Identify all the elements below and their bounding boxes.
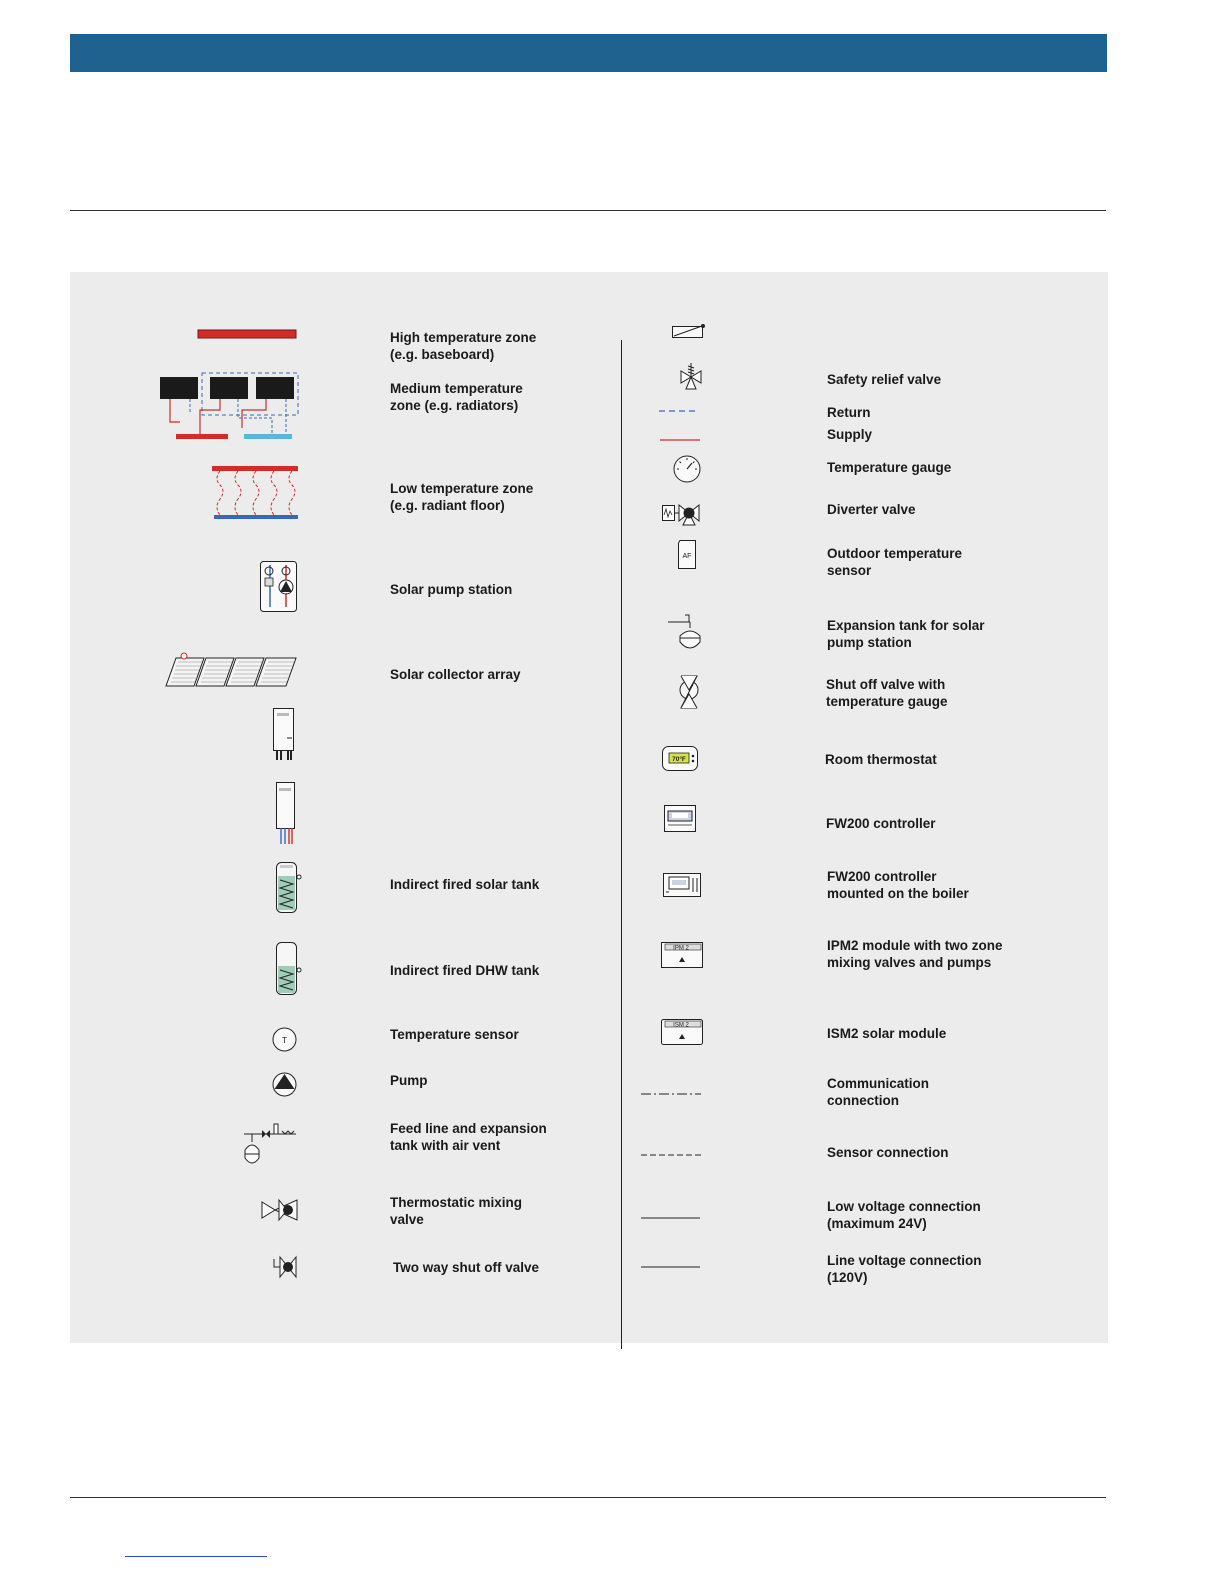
wall-boiler-icon [273, 708, 297, 762]
solar-expansion-tank-label: Expansion tank for solar pump station [827, 618, 985, 650]
outdoor-sensor-glyph: AF [682, 553, 692, 560]
feed-line-expansion-tank-icon [242, 1120, 300, 1168]
safety-relief-valve-icon [679, 361, 703, 391]
outdoor-sensor-label: Outdoor temperature sensor [827, 546, 963, 578]
indirect-solar-tank-icon [274, 862, 304, 916]
indirect-dhw-tank-label: Indirect fired DHW tank [390, 963, 540, 978]
medium-temp-zone-label: Medium temperature zone (e.g. radiators) [390, 381, 523, 413]
ipm2-module-icon [661, 942, 705, 970]
communication-connection-label: Communication connection [827, 1076, 930, 1108]
temperature-gauge-icon [673, 455, 703, 485]
column-divider [621, 340, 622, 1349]
solar-collector-array-icon [164, 652, 300, 690]
sensor-line-icon [641, 1153, 703, 1157]
room-thermostat-label: Room thermostat [825, 752, 937, 767]
check-valve-icon [672, 322, 706, 340]
ism2-module-glyph: ISM 2 [673, 1022, 689, 1029]
thermostatic-mixing-valve-label: Thermostatic mixing valve [390, 1195, 523, 1227]
supply-line-icon [660, 438, 702, 442]
solar-pump-station-label: Solar pump station [390, 582, 513, 597]
ism2-module-label: ISM2 solar module [827, 1026, 947, 1041]
diverter-valve-icon [661, 501, 703, 527]
indirect-dhw-tank-icon [276, 942, 304, 996]
solar-collector-array-label: Solar collector array [390, 667, 521, 682]
shut-off-valve-gauge-icon [677, 675, 703, 709]
footer-link-underline[interactable] [125, 1556, 267, 1557]
low-voltage-connection-label: Low voltage connection (maximum 24V) [827, 1199, 981, 1231]
medium-temp-zone-icon [160, 370, 300, 442]
return-label: Return [827, 405, 871, 420]
ipm2-module-label: IPM2 module with two zone mixing valves and pumps [827, 938, 1003, 970]
supply-label: Supply [827, 427, 873, 442]
safety-relief-valve-label: Safety relief valve [827, 372, 942, 387]
diverter-valve-label: Diverter valve [827, 502, 916, 517]
bottom-divider [70, 1497, 1106, 1498]
high-temp-zone-label: High temperature zone (e.g. baseboard) [390, 330, 537, 362]
temperature-sensor-glyph: T [282, 1036, 287, 1045]
two-way-shut-off-valve-icon [272, 1255, 300, 1281]
pump-label: Pump [390, 1073, 428, 1088]
low-temp-zone-label: Low temperature zone (e.g. radiant floor) [390, 481, 534, 513]
pump-icon [272, 1072, 298, 1098]
communication-line-icon [641, 1092, 703, 1096]
room-thermostat-glyph: 70°F [672, 756, 686, 763]
fw200-controller-icon [664, 805, 698, 833]
low-voltage-line-icon [641, 1216, 703, 1220]
two-way-shut-off-valve-label: Two way shut off valve [393, 1260, 540, 1275]
thermostatic-mixing-valve-icon [261, 1198, 301, 1224]
line-voltage-connection-label: Line voltage connection (120V) [827, 1253, 982, 1285]
fw200-boiler-mounted-icon [663, 873, 703, 899]
temperature-sensor-label: Temperature sensor [390, 1027, 519, 1042]
temperature-sensor-icon [272, 1027, 298, 1053]
solar-expansion-tank-icon [668, 614, 704, 654]
header-bar [70, 34, 1107, 72]
fw200-boiler-mounted-label: FW200 controller mounted on the boiler [827, 869, 969, 901]
top-divider [70, 210, 1106, 211]
solar-pump-station-icon [260, 561, 298, 613]
sensor-connection-label: Sensor connection [827, 1145, 949, 1160]
combi-boiler-icon [276, 782, 298, 848]
indirect-solar-tank-label: Indirect fired solar tank [390, 877, 540, 892]
return-line-icon [659, 409, 701, 413]
ipm2-module-glyph: IPM 2 [673, 945, 689, 952]
temperature-gauge-label: Temperature gauge [827, 460, 952, 475]
ism2-module-icon [661, 1019, 705, 1047]
room-thermostat-icon [662, 746, 700, 772]
feed-line-expansion-tank-label: Feed line and expansion tank with air vent [390, 1121, 547, 1153]
low-temp-zone-icon [212, 466, 302, 522]
high-temp-zone-icon [198, 330, 298, 340]
outdoor-sensor-icon [677, 540, 699, 570]
fw200-controller-label: FW200 controller [826, 816, 936, 831]
shut-off-valve-gauge-label: Shut off valve with temperature gauge [826, 677, 948, 709]
line-voltage-line-icon [641, 1265, 703, 1269]
